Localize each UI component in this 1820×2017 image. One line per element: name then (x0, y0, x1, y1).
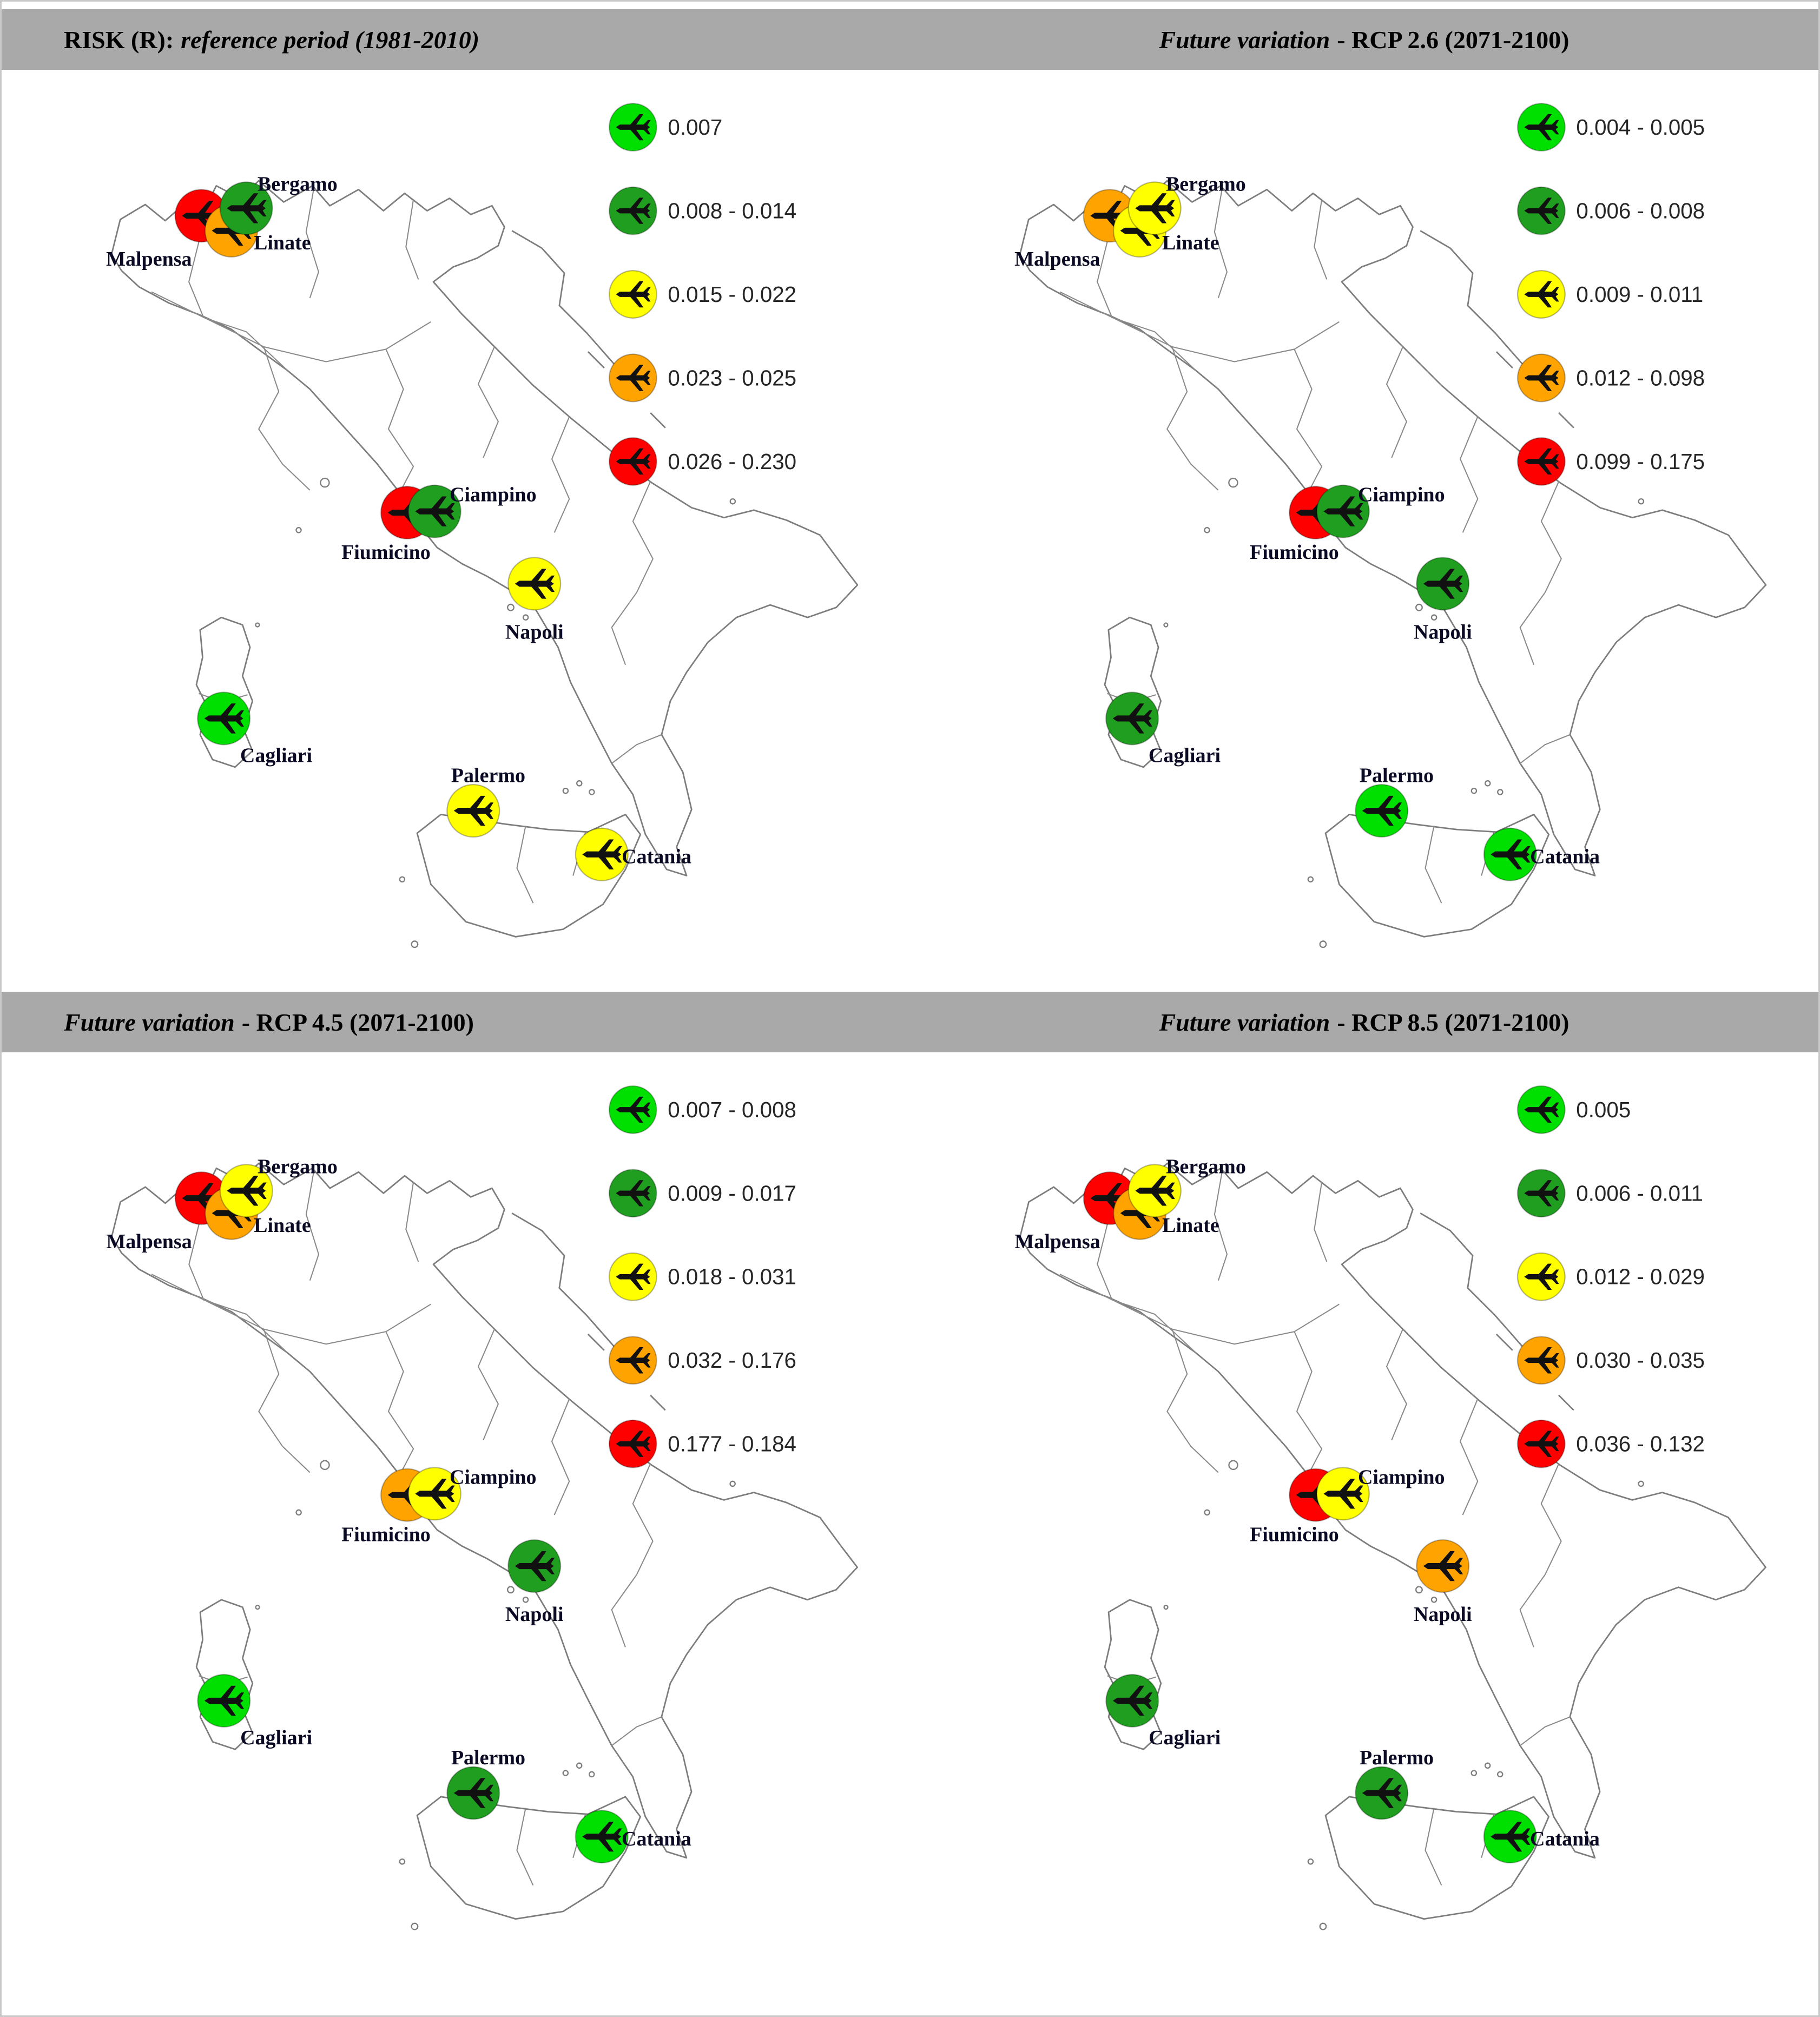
airport-marker-napoli (1416, 557, 1469, 610)
legend-label: 0.026 - 0.230 (668, 449, 797, 474)
island-dot (1229, 478, 1237, 487)
legend-item (1518, 438, 1705, 485)
airport-label: Palermo (1359, 1746, 1434, 1769)
island-dot (412, 1923, 418, 1930)
legend-label: 0.012 - 0.098 (1576, 365, 1705, 391)
legend-label: 0.006 - 0.011 (1576, 1181, 1703, 1206)
airport-marker-cagliari (1106, 1675, 1158, 1727)
adriatic-coastline (1496, 352, 1513, 368)
legend-label: 0.007 (668, 114, 723, 140)
island-dot (255, 623, 259, 627)
header-bar-bottom (2, 992, 1818, 1052)
adriatic-coastline (588, 352, 604, 368)
title-part: - RCP 4.5 (2071-2100) (241, 1008, 474, 1036)
airport-label: Cagliari (1148, 744, 1221, 767)
legend-item (609, 1420, 796, 1468)
legend-item (1518, 1253, 1705, 1301)
airport-marker-catania (576, 1810, 628, 1863)
adriatic-coastline (1559, 413, 1574, 428)
map-panel-rcp-8-5 (910, 1052, 1818, 2010)
island-dot (1416, 1587, 1422, 1593)
airport-label: Ciampino (1357, 483, 1445, 506)
adriatic-coastline (650, 1395, 665, 1410)
airport-label: Malpensa (1014, 1230, 1100, 1253)
airport-label: Bergamo (258, 1155, 338, 1178)
panel-title-rcp-8-5 (910, 992, 1818, 1052)
island-dot (1308, 1859, 1313, 1864)
legend-label: 0.177 - 0.184 (668, 1431, 796, 1456)
airport-label: Linate (254, 1214, 311, 1237)
legend-label: 0.006 - 0.008 (1576, 198, 1705, 223)
island-dot (1308, 877, 1313, 882)
airport-label: Fiumicino (1249, 540, 1339, 564)
legend-item (1518, 271, 1703, 318)
airport-label: Cagliari (240, 1726, 313, 1750)
island-dot (730, 499, 735, 504)
legend-item (609, 1086, 796, 1133)
island-dot (296, 1510, 301, 1515)
legend-label: 0.005 (1576, 1097, 1631, 1122)
island-dot (1320, 941, 1327, 947)
italy-airport-risk-map (2, 70, 910, 984)
legend-label: 0.032 - 0.176 (668, 1348, 796, 1373)
map-panel-risk-reference (2, 70, 910, 984)
italy-airport-risk-map (910, 70, 1818, 984)
island-dot (563, 1771, 568, 1776)
island-dot (1320, 1923, 1327, 1930)
title-part: Future variation (1159, 25, 1330, 54)
airport-label: Palermo (451, 1746, 526, 1769)
italy-airport-risk-map (910, 1052, 1818, 2010)
island-dot (1205, 1510, 1210, 1515)
title-part: - RCP 2.6 (2071-2100) (1337, 25, 1570, 54)
airport-label: Bergamo (1166, 1155, 1246, 1178)
panel-title-rcp-4-5 (2, 992, 910, 1052)
airport-marker-napoli (508, 1540, 560, 1592)
airport-marker-napoli (1416, 1540, 1469, 1592)
title-part: - RCP 8.5 (2071-2100) (1337, 1008, 1570, 1036)
island-dot (1164, 1605, 1168, 1609)
airport-label: Malpensa (106, 1230, 192, 1253)
airport-label: Malpensa (106, 247, 192, 271)
island-dot (589, 789, 594, 794)
airport-label: Fiumicino (341, 540, 431, 564)
airport-label: Fiumicino (1250, 1523, 1339, 1546)
legend-item (1518, 1170, 1703, 1217)
legend (609, 1086, 796, 1467)
island-dot (296, 528, 301, 532)
map-panel-rcp-4-5 (2, 1052, 910, 2010)
island-dot (256, 1605, 260, 1609)
legend-item (609, 1170, 796, 1217)
island-dot (320, 478, 329, 487)
legend (1518, 1086, 1705, 1467)
island-dot (523, 1597, 528, 1602)
legend-label: 0.099 - 0.175 (1576, 449, 1705, 474)
header-bar-top (2, 9, 1818, 70)
airport-label: Catania (622, 1827, 691, 1850)
adriatic-coastline (650, 413, 665, 428)
legend-label: 0.023 - 0.025 (668, 365, 797, 391)
airport-label: Ciampino (1357, 1466, 1445, 1489)
island-dot (1639, 1481, 1644, 1486)
island-dot (507, 604, 514, 611)
island-dot (320, 1461, 329, 1469)
airport-label: Linate (1162, 232, 1219, 255)
legend-label: 0.009 - 0.011 (1576, 281, 1704, 307)
legend-item (609, 103, 722, 151)
island-dot (577, 781, 582, 786)
legend-label: 0.012 - 0.029 (1576, 1264, 1705, 1289)
adriatic-coastline (1559, 1395, 1574, 1410)
title-part: Future variation (64, 1008, 235, 1036)
airport-marker-catania (1484, 1810, 1537, 1863)
airport-label: Ciampino (449, 483, 537, 506)
island-dot (523, 615, 528, 620)
adriatic-coastline (588, 1334, 604, 1350)
island-dot (400, 877, 405, 882)
airport-label: Ciampino (449, 1466, 537, 1489)
airport-label: Catania (622, 845, 692, 868)
island-dot (1498, 1772, 1502, 1777)
title-part: Future variation (1159, 1008, 1330, 1036)
legend-label: 0.018 - 0.031 (668, 1264, 796, 1289)
airport-label: Napoli (505, 621, 564, 644)
airport-label: Linate (253, 232, 311, 255)
island-dot (1472, 1771, 1476, 1776)
airport-label: Linate (1162, 1214, 1219, 1237)
airport-label: Catania (1530, 845, 1600, 868)
airport-label: Napoli (1413, 1603, 1472, 1626)
airport-label: Bergamo (257, 173, 338, 196)
legend-item (1518, 187, 1705, 235)
legend-label: 0.015 - 0.022 (668, 281, 797, 307)
island-dot (1485, 1763, 1490, 1768)
island-dot (1432, 615, 1436, 620)
airport-marker-palermo (1355, 785, 1408, 837)
airport-label: Fiumicino (341, 1523, 431, 1546)
map-row-top (2, 70, 1818, 984)
legend-label: 0.004 - 0.005 (1576, 114, 1705, 140)
legend-item (1518, 1086, 1631, 1133)
map-panel-rcp-2-6 (910, 70, 1818, 984)
legend-item (1518, 1420, 1705, 1468)
legend-label: 0.007 - 0.008 (668, 1097, 796, 1122)
island-dot (1204, 528, 1209, 532)
airport-marker-cagliari (1106, 692, 1158, 744)
airport-label: Cagliari (240, 744, 313, 767)
island-dot (1229, 1461, 1237, 1469)
airport-marker-palermo (447, 1767, 499, 1820)
legend-item (609, 187, 796, 235)
airport-label: Catania (1530, 1827, 1600, 1850)
panel-title-rcp-2-6 (910, 9, 1818, 70)
island-dot (577, 1763, 582, 1768)
airport-marker-catania (576, 828, 628, 881)
island-dot (563, 788, 568, 793)
legend-item (609, 438, 796, 485)
legend-label: 0.030 - 0.035 (1576, 1348, 1705, 1373)
legend-item (1518, 103, 1705, 151)
airport-label: Napoli (505, 1603, 564, 1626)
island-dot (1498, 789, 1502, 794)
airport-marker-cagliari (197, 1675, 250, 1727)
legend-item (1518, 354, 1705, 402)
island-dot (1472, 788, 1476, 793)
airport-label: Malpensa (1014, 247, 1100, 271)
legend-label: 0.036 - 0.132 (1576, 1431, 1705, 1456)
legend-item (1518, 1336, 1705, 1384)
legend-label: 0.009 - 0.017 (668, 1181, 796, 1206)
adriatic-coastline (1496, 1334, 1513, 1350)
island-dot (412, 941, 418, 947)
italy-airport-risk-map (2, 1052, 910, 2010)
legend-item (609, 271, 796, 318)
legend-label: 0.008 - 0.014 (668, 198, 797, 223)
airport-label: Napoli (1413, 621, 1472, 644)
legend (1518, 103, 1705, 485)
panel-title-risk-reference (2, 9, 910, 70)
island-dot (730, 1481, 735, 1486)
island-dot (1639, 499, 1644, 504)
title-part: reference period (1981-2010) (181, 25, 480, 54)
airport-label: Bergamo (1165, 173, 1246, 196)
airport-marker-palermo (447, 785, 499, 837)
island-dot (589, 1772, 594, 1777)
island-dot (1432, 1597, 1436, 1602)
airport-label: Palermo (451, 764, 526, 787)
airport-label: Palermo (1359, 764, 1434, 787)
island-dot (507, 1587, 514, 1593)
legend-item (609, 354, 796, 402)
island-dot (1416, 604, 1422, 611)
airport-marker-palermo (1355, 1767, 1408, 1820)
island-dot (1485, 781, 1490, 786)
title-part: RISK (R): (64, 25, 174, 54)
airport-marker-cagliari (197, 692, 250, 744)
legend-item (609, 1336, 796, 1384)
map-row-bottom (2, 1052, 1818, 2010)
legend-item (609, 1253, 796, 1301)
island-dot (1164, 623, 1168, 627)
island-dot (400, 1859, 405, 1864)
legend (609, 103, 796, 485)
airport-marker-catania (1484, 828, 1537, 881)
airport-marker-napoli (508, 557, 560, 610)
airport-label: Cagliari (1149, 1726, 1221, 1750)
